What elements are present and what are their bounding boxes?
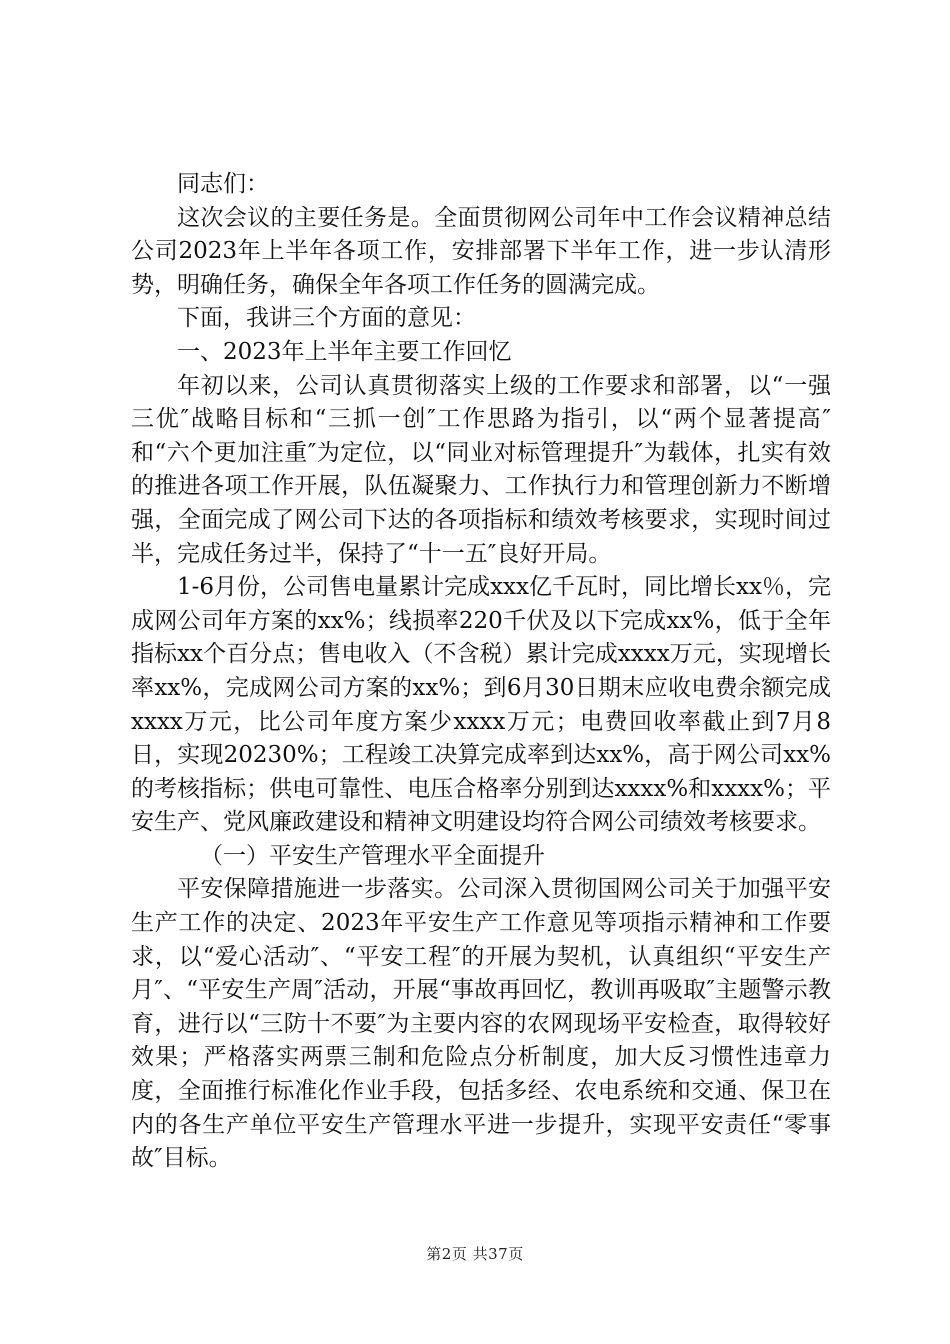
paragraph-intro: 下面，我讲三个方面的意见： xyxy=(177,305,476,332)
page-number: 第2页 共37页 xyxy=(426,1245,524,1263)
document-body xyxy=(131,168,831,1176)
salutation: 同志们： xyxy=(177,171,269,197)
subsection-heading-safety: （一）平安生产管理水平全面提升 xyxy=(200,842,545,869)
paragraph-meeting-purpose: 这次会议的主要任务是。全面贯彻网公司年中工作会议精神总结公司2023年上半年各项工作，安排部署下半年工作，进一步认清形势，明确任务，确保全年各项工作任务的圆满完成。 xyxy=(131,204,831,298)
section-heading-review: 一、2023年上半年主要工作回忆 xyxy=(177,338,512,365)
paragraph-safety-measures: 平安保障措施进一步落实。公司深入贯彻国网公司关于加强平安生产工作的决定、2023年平安生产工作意见等项指示精神和工作要求，以“爱心活动″、“平安工程″的开展为契机，认真组织“平安生产月″、“平安生产周″活动，开展“事故再回忆，教训再吸取″主题警示教育，进行以“三防十不要″为主要内容的农网现场平安检查，取得较好效果；严格落实两票三制和危险点分析制度，加大反习惯性违章力度，全面推行标准化作业手段，包括多经、农电系统和交通、保卫在内的各生产单位平安生产管理水平进一步提升，实现平安责任“零事故″目标。 xyxy=(131,876,831,1172)
paragraph-indicators: 1-6月份，公司售电量累计完成xxx亿千瓦时，同比增长xx％，完成网公司年方案的xx%；线损率220千伏及以下完成xx%，低于全年指标xx个百分点；售电收入（不含税）累计完成xxxx万元，实现增长率xx%，完成网公司方案的xx%；到6月30日期末应收电费余额完成xxxx万元，比公司年度方案少xxxx万元；电费回收率截止到7月8日，实现20230%；工程竣工决算完成率到达xx%，高于网公司xx%的考核指标；供电可靠性、电压合格率分别到达xxxx%和xxxx%；平安生产、党风廉政建设和精神文明建设均符合网公司绩效考核要求。 xyxy=(131,574,831,836)
paragraph-overview: 年初以来，公司认真贯彻落实上级的工作要求和部署，以“一强三优″战略目标和“三抓一创″工作思路为指引，以“两个显著提高″和“六个更加注重″为定位，以“同业对标管理提升″为载体，扎实有效的推进各项工作开展，队伍凝聚力、工作执行力和管理创新力不断增强，全面完成了网公司下达的各项指标和绩效考核要求，实现时间过半，完成任务过半，保持了“十一五″良好开局。 xyxy=(131,372,831,567)
page-footer xyxy=(0,1243,950,1264)
